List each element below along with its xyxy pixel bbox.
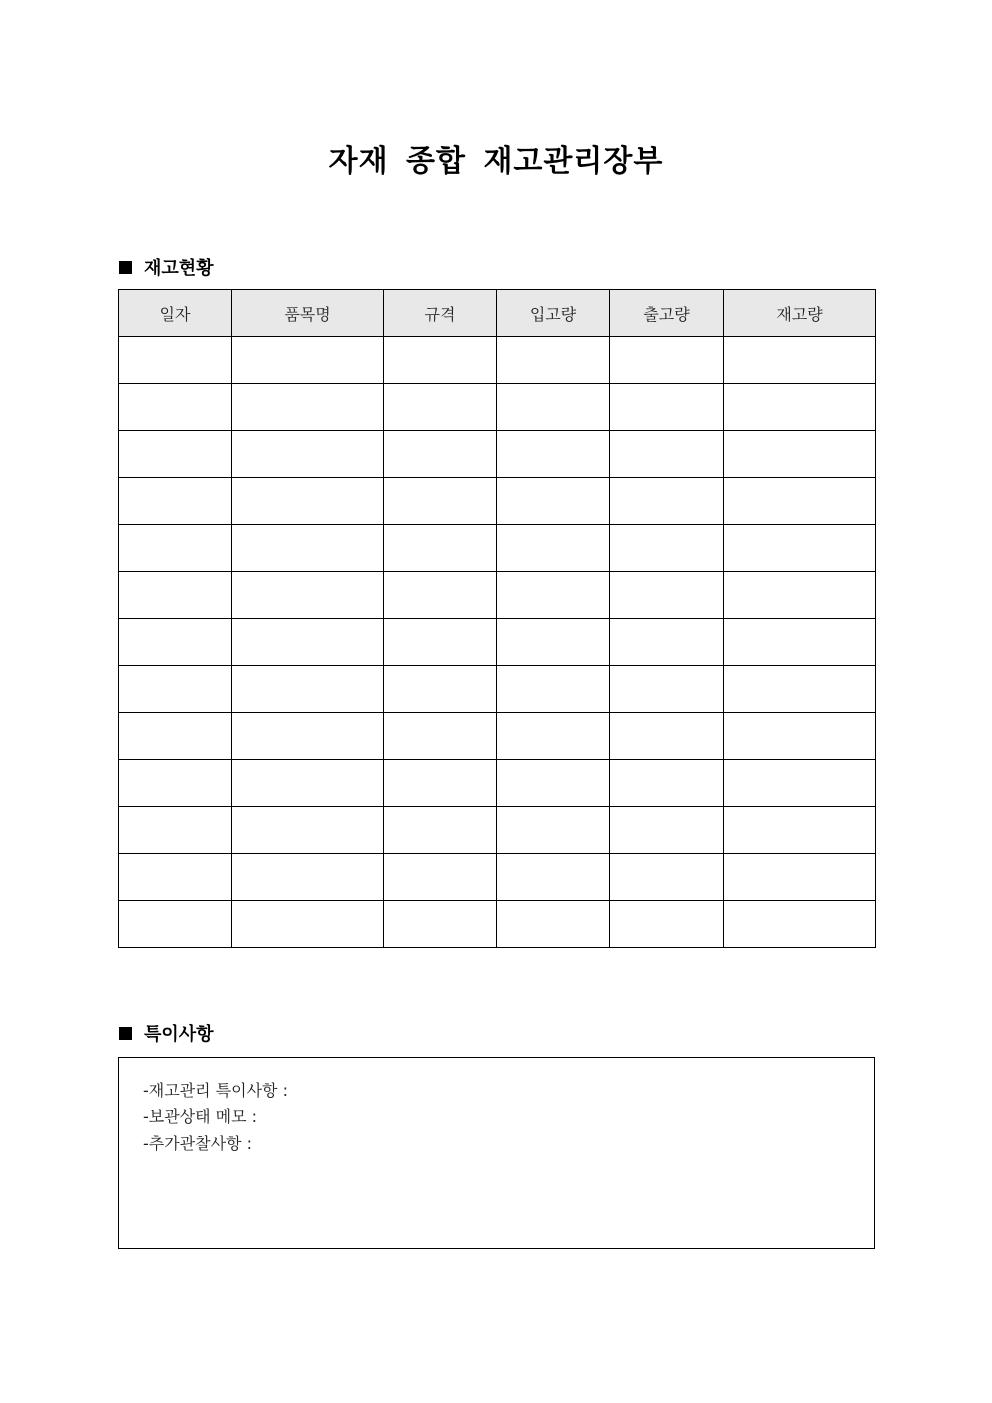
table-cell[interactable]: [384, 337, 497, 384]
table-cell[interactable]: [724, 431, 876, 478]
table-cell[interactable]: [497, 666, 610, 713]
table-cell[interactable]: [232, 901, 384, 948]
table-cell[interactable]: [119, 713, 232, 760]
square-bullet-icon: [119, 261, 132, 274]
table-cell[interactable]: [384, 666, 497, 713]
table-cell[interactable]: [497, 337, 610, 384]
table-cell[interactable]: [497, 478, 610, 525]
table-cell[interactable]: [610, 666, 724, 713]
table-cell[interactable]: [497, 384, 610, 431]
table-row: [119, 337, 876, 384]
table-cell[interactable]: [497, 572, 610, 619]
column-header-outgoing: 출고량: [610, 290, 724, 337]
inventory-section-heading: [119, 254, 214, 280]
table-cell[interactable]: [610, 572, 724, 619]
table-cell[interactable]: [232, 572, 384, 619]
table-cell[interactable]: [232, 666, 384, 713]
table-cell[interactable]: [610, 525, 724, 572]
table-cell[interactable]: [724, 478, 876, 525]
table-cell[interactable]: [724, 854, 876, 901]
square-bullet-icon: [119, 1027, 132, 1040]
table-cell[interactable]: [497, 525, 610, 572]
table-cell[interactable]: [119, 431, 232, 478]
table-cell[interactable]: [610, 713, 724, 760]
table-cell[interactable]: [119, 572, 232, 619]
table-cell[interactable]: [497, 760, 610, 807]
table-row: [119, 760, 876, 807]
notes-section-heading: [119, 1020, 214, 1046]
table-cell[interactable]: [384, 384, 497, 431]
table-cell[interactable]: [610, 431, 724, 478]
note-line-inventory-remarks: -재고관리 특이사항 :: [143, 1081, 288, 1100]
table-cell[interactable]: [724, 760, 876, 807]
table-cell[interactable]: [610, 901, 724, 948]
table-row: [119, 478, 876, 525]
table-cell[interactable]: [610, 337, 724, 384]
table-cell[interactable]: [724, 619, 876, 666]
table-cell[interactable]: [610, 478, 724, 525]
table-cell[interactable]: [724, 807, 876, 854]
table-cell[interactable]: [232, 619, 384, 666]
notes-heading-label: 특이사항: [144, 1024, 214, 1045]
table-cell[interactable]: [497, 619, 610, 666]
table-cell[interactable]: [232, 760, 384, 807]
table-cell[interactable]: [232, 525, 384, 572]
table-cell[interactable]: [497, 713, 610, 760]
table-cell[interactable]: [232, 854, 384, 901]
table-cell[interactable]: [384, 713, 497, 760]
table-cell[interactable]: [724, 384, 876, 431]
table-cell[interactable]: [724, 572, 876, 619]
table-cell[interactable]: [497, 431, 610, 478]
table-cell[interactable]: [119, 478, 232, 525]
table-cell[interactable]: [232, 431, 384, 478]
note-line-additional-observations: -추가관찰사항 :: [143, 1134, 252, 1153]
table-cell[interactable]: [119, 384, 232, 431]
page-title: 자재 종합 재고관리장부: [328, 144, 664, 179]
table-cell[interactable]: [497, 807, 610, 854]
table-row: [119, 713, 876, 760]
column-header-date: 일자: [119, 290, 232, 337]
table-cell[interactable]: [119, 807, 232, 854]
column-header-incoming: 입고량: [497, 290, 610, 337]
table-cell[interactable]: [119, 619, 232, 666]
table-cell[interactable]: [610, 854, 724, 901]
notes-box: [118, 1057, 875, 1249]
table-cell[interactable]: [497, 901, 610, 948]
table-cell[interactable]: [119, 760, 232, 807]
table-cell[interactable]: [384, 901, 497, 948]
table-cell[interactable]: [119, 854, 232, 901]
table-row: [119, 619, 876, 666]
table-cell[interactable]: [610, 619, 724, 666]
table-cell[interactable]: [384, 431, 497, 478]
inventory-heading-label: 재고현황: [144, 258, 214, 279]
table-cell[interactable]: [384, 807, 497, 854]
column-header-item-name: 품목명: [232, 290, 384, 337]
table-cell[interactable]: [497, 854, 610, 901]
table-row: [119, 854, 876, 901]
table-cell[interactable]: [384, 525, 497, 572]
column-header-spec: 규격: [384, 290, 497, 337]
table-cell[interactable]: [724, 901, 876, 948]
table-cell[interactable]: [232, 807, 384, 854]
table-cell[interactable]: [384, 760, 497, 807]
table-cell[interactable]: [232, 384, 384, 431]
table-cell[interactable]: [610, 384, 724, 431]
table-cell[interactable]: [724, 525, 876, 572]
table-row: [119, 572, 876, 619]
table-cell[interactable]: [724, 713, 876, 760]
table-cell[interactable]: [610, 760, 724, 807]
table-cell[interactable]: [610, 807, 724, 854]
table-cell[interactable]: [384, 478, 497, 525]
table-cell[interactable]: [384, 854, 497, 901]
note-line-storage-memo: -보관상태 메모 :: [143, 1107, 258, 1126]
inventory-table: [118, 289, 876, 948]
table-cell[interactable]: [232, 713, 384, 760]
table-cell[interactable]: [232, 478, 384, 525]
column-header-stock: 재고량: [724, 290, 876, 337]
table-row: [119, 807, 876, 854]
table-cell[interactable]: [119, 337, 232, 384]
table-cell[interactable]: [724, 337, 876, 384]
table-row: [119, 901, 876, 948]
table-header-row: [119, 290, 876, 337]
table-cell[interactable]: [119, 901, 232, 948]
table-cell[interactable]: [119, 666, 232, 713]
table-cell[interactable]: [119, 525, 232, 572]
table-row: [119, 666, 876, 713]
table-row: [119, 384, 876, 431]
table-cell[interactable]: [384, 619, 497, 666]
table-cell[interactable]: [232, 337, 384, 384]
table-row: [119, 431, 876, 478]
table-cell[interactable]: [384, 572, 497, 619]
table-row: [119, 525, 876, 572]
table-cell[interactable]: [724, 666, 876, 713]
